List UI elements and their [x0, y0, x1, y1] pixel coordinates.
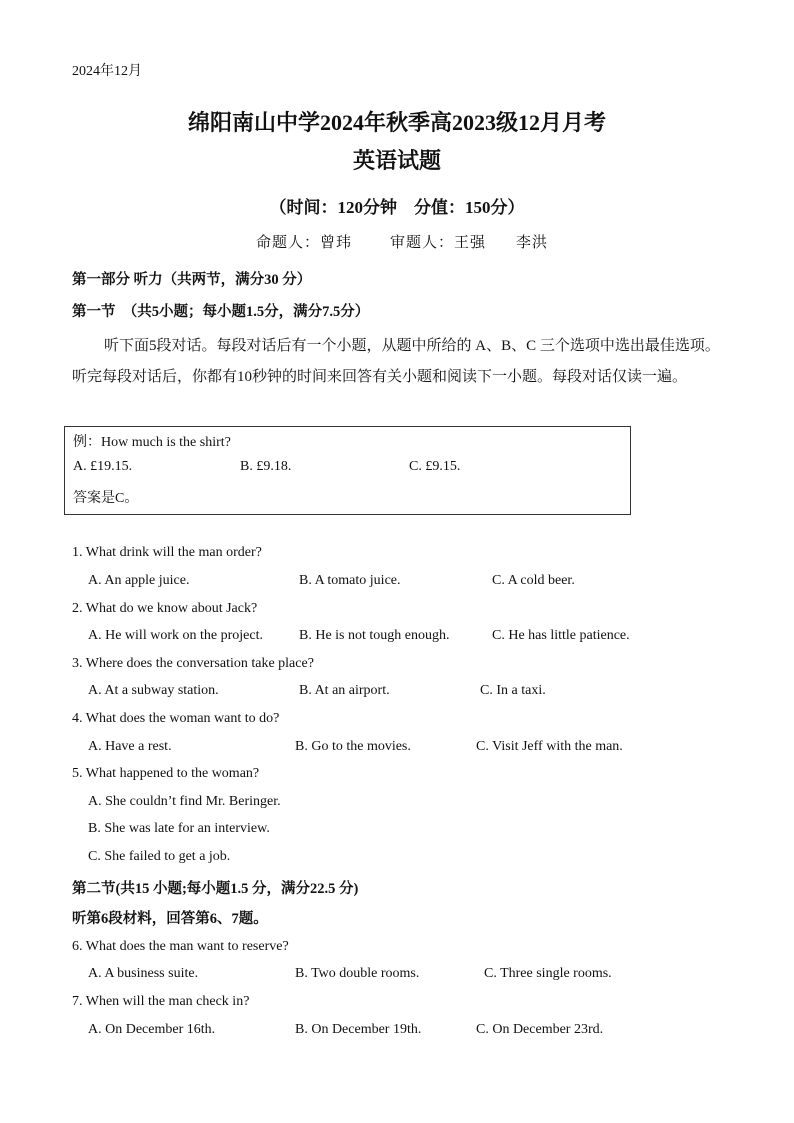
- example-option-c: C. £9.15.: [409, 459, 461, 474]
- q1-option-a: A. An apple juice.: [88, 573, 190, 588]
- section1-heading: 第一节 （共5小题；每小题1.5分，满分7.5分）: [72, 304, 370, 320]
- reviewer2: 李洪: [516, 233, 549, 251]
- part1-heading: 第一部分 听力（共两节，满分30 分）: [72, 272, 312, 288]
- q1-option-c: C. A cold beer.: [492, 573, 575, 588]
- question-4: 4. What does the woman want to do?: [72, 711, 280, 726]
- q7-option-a: A. On December 16th.: [88, 1022, 216, 1037]
- instructions: 听下面5段对话。每段对话后有一个小题，从题中所给的 A、B、C 三个选项中选出最佳选项。听完每段对话后，你都有10秒钟的时间来回答有关小题和阅读下一小题。每段对话仅读一遍。: [72, 338, 720, 385]
- question-5: 5. What happened to the woman?: [72, 766, 260, 781]
- q5-option-a: A. She couldn’t find Mr. Beringer.: [88, 794, 281, 809]
- q7-option-c: C. On December 23rd.: [476, 1022, 604, 1037]
- question-1: 1. What drink will the man order?: [72, 545, 262, 560]
- example-option-a: A. £19.15.: [73, 459, 133, 474]
- setter: 命题人：曾玮: [256, 233, 353, 251]
- exam-subject: 英语试题: [352, 148, 441, 173]
- exam-setters: [256, 231, 586, 252]
- section2-subheading: 听第6段材料，回答第6、7题。: [72, 911, 268, 927]
- exam-date: 2024年12月: [72, 64, 142, 79]
- q6-option-a: A. A business suite.: [88, 966, 199, 981]
- q4-option-a: A. Have a rest.: [88, 739, 172, 754]
- example-answer: 答案是C。: [73, 491, 139, 506]
- q6-option-b: B. Two double rooms.: [295, 966, 420, 981]
- q2-option-b: B. He is not tough enough.: [299, 628, 450, 643]
- q6-option-c: C. Three single rooms.: [484, 966, 612, 981]
- q4-option-b: B. Go to the movies.: [295, 739, 411, 754]
- q4-option-c: C. Visit Jeff with the man.: [476, 739, 623, 754]
- q3-option-a: A. At a subway station.: [88, 683, 219, 698]
- question-2: 2. What do we know about Jack?: [72, 601, 258, 616]
- q1-option-b: B. A tomato juice.: [299, 573, 401, 588]
- q2-option-c: C. He has little patience.: [492, 628, 630, 643]
- example-box: [64, 426, 631, 515]
- q3-option-c: C. In a taxi.: [480, 683, 546, 698]
- question-3: 3. Where does the conversation take place?: [72, 656, 314, 671]
- question-7: 7. When will the man check in?: [72, 994, 250, 1009]
- q5-option-b: B. She was late for an interview.: [88, 821, 270, 836]
- section2-heading: 第二节(共15 小题;每小题1.5 分，满分22.5 分): [72, 881, 359, 897]
- q7-option-b: B. On December 19th.: [295, 1022, 422, 1037]
- q5-option-c: C. She failed to get a job.: [88, 849, 231, 864]
- q3-option-b: B. At an airport.: [299, 683, 390, 698]
- q2-option-a: A. He will work on the project.: [88, 628, 263, 643]
- reviewer: 审题人：王强: [390, 233, 487, 251]
- example-question: 例：How much is the shirt?: [73, 435, 231, 450]
- time-score: （时间：120分钟 分值：150分）: [269, 198, 525, 217]
- example-option-b: B. £9.18.: [240, 459, 292, 474]
- exam-title: 绵阳南山中学2024年秋季高2023级12月月考: [187, 110, 606, 135]
- question-6: 6. What does the man want to reserve?: [72, 939, 289, 954]
